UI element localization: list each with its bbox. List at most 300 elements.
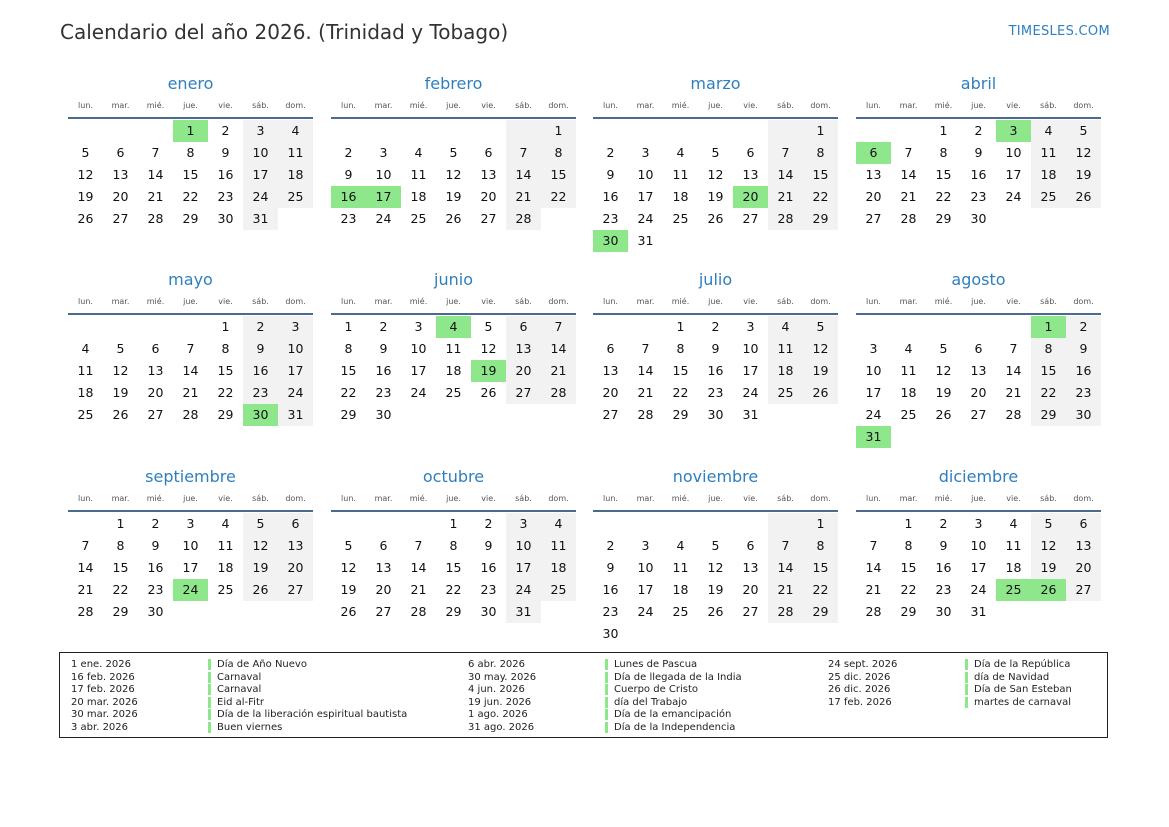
weekday-label: mar. — [899, 101, 918, 110]
day-cell: 21 — [637, 385, 654, 400]
day-cell: 11 — [672, 167, 689, 182]
legend-item — [468, 722, 742, 735]
day-cell: 6 — [506, 316, 541, 338]
legend-item — [468, 659, 742, 672]
weekday-label: dom. — [285, 297, 306, 306]
day-cell: 17 — [410, 363, 427, 378]
weekday-label: sáb. — [777, 494, 794, 503]
day-cell: 25 — [217, 582, 234, 597]
weekday-label: dom. — [810, 297, 831, 306]
empty-cell — [173, 316, 208, 338]
weekday-label: lun. — [78, 101, 93, 110]
day-cell: 18 — [672, 189, 689, 204]
day-cell: 7 — [506, 142, 541, 164]
day-cell: 30 — [707, 407, 724, 422]
day-cell: 29 — [803, 601, 838, 623]
day-cell: 20 — [375, 582, 392, 597]
weekday-label: sáb. — [777, 297, 794, 306]
day-cell: 23 — [340, 211, 357, 226]
weekday-label: mar. — [899, 297, 918, 306]
holiday-name: Día de San Esteban — [965, 684, 1072, 695]
weekday-label: mié. — [146, 297, 165, 306]
day-cell: 2 — [344, 145, 353, 160]
day-cell: 5 — [81, 145, 90, 160]
day-cell: 4 — [541, 513, 576, 535]
day-cell: 29 — [112, 604, 129, 619]
weekday-label: dom. — [548, 494, 569, 503]
day-cell: 1 — [939, 123, 948, 138]
day-cell: 18 — [77, 385, 94, 400]
day-cell: 9 — [379, 341, 388, 356]
day-cell: 19 — [707, 189, 724, 204]
day-cell: 15 — [217, 363, 234, 378]
day-cell: 24 — [1005, 189, 1022, 204]
day-cell: 9 — [711, 341, 720, 356]
day-cell: 12 — [935, 363, 952, 378]
holiday-date: 25 dic. 2026 — [828, 671, 891, 683]
day-cell: 17 — [637, 189, 654, 204]
day-cell: 17 — [970, 560, 987, 575]
day-grid — [331, 513, 576, 623]
empty-cell — [996, 316, 1031, 338]
day-cell: 4 — [768, 316, 803, 338]
day-cell: 2 — [1066, 316, 1101, 338]
empty-cell — [103, 316, 138, 338]
weekday-label: mar. — [636, 101, 655, 110]
day-cell: 5 — [484, 319, 493, 334]
day-cell: 27 — [742, 604, 759, 619]
day-cell: 11 — [217, 538, 234, 553]
day-cell: 10 — [506, 535, 541, 557]
weekday-header — [593, 492, 838, 506]
day-cell: 27 — [375, 604, 392, 619]
day-cell: 6 — [746, 538, 755, 553]
weekday-label: vie. — [218, 101, 233, 110]
day-cell: 27 — [480, 211, 497, 226]
day-cell: 21 — [147, 189, 164, 204]
day-cell: 4 — [278, 120, 313, 142]
holiday-date: 31 ago. 2026 — [468, 721, 535, 733]
day-cell: 31 — [970, 604, 987, 619]
day-cell: 19 — [243, 557, 278, 579]
weekday-header — [331, 492, 576, 506]
day-cell: 26 — [935, 407, 952, 422]
day-cell: 8 — [221, 341, 230, 356]
empty-cell — [331, 120, 366, 142]
day-cell: 16 — [147, 560, 164, 575]
weekday-label: mié. — [146, 494, 165, 503]
empty-cell — [856, 513, 891, 535]
day-cell: 12 — [77, 167, 94, 182]
day-cell: 13 — [865, 167, 882, 182]
weekday-label: vie. — [743, 297, 758, 306]
weekday-label: sáb. — [515, 494, 532, 503]
holiday-day-cell: 1 — [173, 120, 208, 142]
weekday-label: jue. — [971, 101, 986, 110]
day-cell: 2 — [939, 516, 948, 531]
page-title: Calendario del año 2026. (Trinidad y Tobago) — [60, 20, 509, 44]
empty-cell — [68, 120, 103, 142]
day-cell: 23 — [375, 385, 392, 400]
weekday-label: sáb. — [252, 101, 269, 110]
header-divider — [856, 510, 1101, 512]
day-cell: 8 — [116, 538, 125, 553]
day-cell: 17 — [278, 360, 313, 382]
day-cell: 6 — [746, 145, 755, 160]
weekday-label: jue. — [708, 297, 723, 306]
day-cell: 14 — [182, 363, 199, 378]
day-cell: 25 — [900, 407, 917, 422]
empty-cell — [366, 513, 401, 535]
day-cell: 10 — [410, 341, 427, 356]
day-cell: 7 — [81, 538, 90, 553]
empty-cell — [366, 120, 401, 142]
empty-cell — [891, 316, 926, 338]
day-cell: 23 — [1066, 382, 1101, 404]
day-cell: 19 — [935, 385, 952, 400]
day-cell: 27 — [602, 407, 619, 422]
weekday-label: mié. — [671, 297, 690, 306]
day-cell: 6 — [379, 538, 388, 553]
day-cell: 11 — [541, 535, 576, 557]
day-cell: 27 — [970, 407, 987, 422]
day-grid — [593, 513, 838, 645]
day-cell: 30 — [935, 604, 952, 619]
empty-cell — [401, 513, 436, 535]
weekday-label: mar. — [636, 494, 655, 503]
day-cell: 21 — [900, 189, 917, 204]
day-cell: 13 — [147, 363, 164, 378]
day-cell: 25 — [768, 382, 803, 404]
day-cell: 29 — [445, 604, 462, 619]
weekday-label: mié. — [934, 297, 953, 306]
day-cell: 11 — [768, 338, 803, 360]
weekday-label: jue. — [183, 494, 198, 503]
holiday-day-cell: 19 — [471, 360, 506, 382]
day-cell: 10 — [182, 538, 199, 553]
holiday-date: 26 dic. 2026 — [828, 684, 891, 696]
day-cell: 28 — [900, 211, 917, 226]
weekday-label: dom. — [1073, 297, 1094, 306]
holiday-name: Día de llegada de la India — [605, 672, 742, 683]
day-cell: 12 — [243, 535, 278, 557]
brand-link[interactable]: TIMESLES.COM — [1008, 24, 1110, 39]
day-cell: 14 — [147, 167, 164, 182]
holiday-name: Lunes de Pascua — [605, 659, 697, 670]
day-cell: 4 — [676, 538, 685, 553]
empty-cell — [103, 120, 138, 142]
day-cell: 27 — [742, 211, 759, 226]
empty-cell — [68, 513, 103, 535]
day-cell: 29 — [217, 407, 234, 422]
day-cell: 25 — [410, 211, 427, 226]
day-cell: 26 — [707, 211, 724, 226]
weekday-label: lun. — [603, 494, 618, 503]
day-cell: 28 — [147, 211, 164, 226]
weekday-label: lun. — [341, 494, 356, 503]
day-cell: 30 — [375, 407, 392, 422]
holiday-day-cell: 30 — [593, 230, 628, 252]
day-cell: 18 — [217, 560, 234, 575]
day-cell: 26 — [803, 382, 838, 404]
day-cell: 28 — [182, 407, 199, 422]
day-cell: 16 — [480, 560, 497, 575]
weekday-label: dom. — [810, 101, 831, 110]
day-cell: 3 — [278, 316, 313, 338]
weekday-label: mar. — [374, 297, 393, 306]
weekday-label: vie. — [481, 101, 496, 110]
day-cell: 30 — [602, 626, 619, 641]
day-cell: 6 — [484, 145, 493, 160]
weekday-label: jue. — [446, 297, 461, 306]
legend-column — [468, 659, 742, 735]
day-cell: 4 — [1031, 120, 1066, 142]
day-cell: 20 — [278, 557, 313, 579]
day-cell: 22 — [803, 186, 838, 208]
holiday-name: Día de Año Nuevo — [208, 659, 307, 670]
day-cell: 20 — [1066, 557, 1101, 579]
holiday-date: 30 may. 2026 — [468, 671, 537, 683]
day-cell: 9 — [151, 538, 160, 553]
weekday-label: dom. — [1073, 101, 1094, 110]
day-cell: 26 — [445, 211, 462, 226]
day-cell: 1 — [541, 120, 576, 142]
empty-cell — [856, 316, 891, 338]
day-cell: 18 — [1005, 560, 1022, 575]
month-enero — [68, 73, 313, 230]
day-cell: 17 — [506, 557, 541, 579]
day-cell: 10 — [1005, 145, 1022, 160]
day-cell: 2 — [711, 319, 720, 334]
weekday-label: lun. — [78, 297, 93, 306]
day-cell: 31 — [742, 407, 759, 422]
weekday-label: sáb. — [1040, 494, 1057, 503]
weekday-label: mié. — [934, 494, 953, 503]
empty-cell — [471, 120, 506, 142]
day-cell: 26 — [480, 385, 497, 400]
weekday-header — [856, 295, 1101, 309]
weekday-label: jue. — [971, 494, 986, 503]
day-cell: 5 — [243, 513, 278, 535]
empty-cell — [593, 316, 628, 338]
day-cell: 25 — [445, 385, 462, 400]
day-cell: 11 — [900, 363, 917, 378]
legend-item — [71, 672, 407, 685]
day-cell: 15 — [1031, 360, 1066, 382]
day-cell: 22 — [935, 189, 952, 204]
weekday-label: jue. — [446, 101, 461, 110]
day-cell: 1 — [803, 513, 838, 535]
day-cell: 20 — [970, 385, 987, 400]
month-name: septiembre — [145, 467, 236, 486]
day-cell: 12 — [340, 560, 357, 575]
day-cell: 7 — [904, 145, 913, 160]
day-cell: 9 — [939, 538, 948, 553]
weekday-label: sáb. — [1040, 101, 1057, 110]
day-cell: 9 — [974, 145, 983, 160]
empty-cell — [138, 120, 173, 142]
day-cell: 13 — [480, 167, 497, 182]
weekday-label: vie. — [218, 494, 233, 503]
day-cell: 21 — [541, 360, 576, 382]
day-cell: 31 — [637, 233, 654, 248]
day-cell: 24 — [637, 211, 654, 226]
empty-cell — [891, 120, 926, 142]
weekday-label: vie. — [743, 494, 758, 503]
weekday-label: mié. — [409, 494, 428, 503]
day-cell: 19 — [803, 360, 838, 382]
empty-cell — [138, 316, 173, 338]
day-cell: 29 — [340, 407, 357, 422]
day-cell: 31 — [506, 601, 541, 623]
day-cell: 30 — [480, 604, 497, 619]
weekday-label: vie. — [1006, 297, 1021, 306]
day-cell: 14 — [506, 164, 541, 186]
day-cell: 2 — [484, 516, 493, 531]
day-cell: 3 — [414, 319, 423, 334]
day-cell: 28 — [768, 208, 803, 230]
empty-cell — [768, 120, 803, 142]
empty-cell — [401, 120, 436, 142]
weekday-label: lun. — [341, 101, 356, 110]
day-cell: 22 — [445, 582, 462, 597]
holiday-name: Eid al-Fitr — [208, 697, 264, 708]
day-cell: 21 — [410, 582, 427, 597]
weekday-label: lun. — [866, 297, 881, 306]
legend-item — [828, 672, 1072, 685]
weekday-label: jue. — [446, 494, 461, 503]
day-cell: 3 — [641, 538, 650, 553]
day-cell: 12 — [1031, 535, 1066, 557]
day-cell: 8 — [939, 145, 948, 160]
day-cell: 13 — [112, 167, 129, 182]
day-grid — [331, 316, 576, 426]
holiday-name: Día de la emancipación — [605, 709, 731, 720]
day-cell: 4 — [221, 516, 230, 531]
day-cell: 27 — [1066, 579, 1101, 601]
day-cell: 11 — [1005, 538, 1022, 553]
day-cell: 20 — [112, 189, 129, 204]
day-cell: 21 — [1005, 385, 1022, 400]
day-cell: 8 — [803, 535, 838, 557]
day-cell: 13 — [278, 535, 313, 557]
day-cell: 9 — [221, 145, 230, 160]
month-name: julio — [698, 270, 733, 289]
day-cell: 23 — [935, 582, 952, 597]
holiday-date: 1 ene. 2026 — [71, 659, 131, 670]
holiday-day-cell: 31 — [856, 426, 891, 448]
holiday-day-cell: 30 — [243, 404, 278, 426]
day-cell: 9 — [606, 167, 615, 182]
holiday-date: 6 abr. 2026 — [468, 659, 526, 670]
empty-cell — [436, 120, 471, 142]
day-cell: 22 — [1031, 382, 1066, 404]
holiday-date: 4 jun. 2026 — [468, 684, 525, 696]
weekday-label: jue. — [183, 297, 198, 306]
weekday-label: mié. — [934, 101, 953, 110]
weekday-header — [68, 295, 313, 309]
weekday-label: lun. — [603, 297, 618, 306]
day-cell: 9 — [484, 538, 493, 553]
day-cell: 12 — [480, 341, 497, 356]
day-cell: 7 — [1009, 341, 1018, 356]
day-cell: 2 — [243, 316, 278, 338]
header-divider — [856, 313, 1101, 315]
day-cell: 3 — [869, 341, 878, 356]
day-cell: 24 — [637, 604, 654, 619]
month-junio — [331, 269, 576, 426]
day-cell: 3 — [641, 145, 650, 160]
empty-cell — [698, 513, 733, 535]
day-cell: 23 — [243, 382, 278, 404]
day-cell: 11 — [410, 167, 427, 182]
weekday-label: sáb. — [252, 494, 269, 503]
day-cell: 27 — [112, 211, 129, 226]
day-cell: 13 — [1066, 535, 1101, 557]
day-cell: 6 — [151, 341, 160, 356]
weekday-label: vie. — [743, 101, 758, 110]
day-cell: 19 — [1066, 164, 1101, 186]
weekday-header — [593, 99, 838, 113]
day-cell: 11 — [445, 341, 462, 356]
weekday-label: jue. — [708, 494, 723, 503]
day-cell: 22 — [182, 189, 199, 204]
day-cell: 7 — [151, 145, 160, 160]
day-cell: 28 — [1005, 407, 1022, 422]
weekday-label: vie. — [1006, 494, 1021, 503]
legend-item — [71, 684, 407, 697]
day-cell: 6 — [278, 513, 313, 535]
day-cell: 3 — [186, 516, 195, 531]
day-cell: 17 — [1005, 167, 1022, 182]
weekday-label: lun. — [866, 101, 881, 110]
day-cell: 19 — [340, 582, 357, 597]
weekday-label: dom. — [810, 494, 831, 503]
header-divider — [331, 117, 576, 119]
day-cell: 25 — [541, 579, 576, 601]
day-cell: 22 — [112, 582, 129, 597]
day-cell: 6 — [1066, 513, 1101, 535]
day-cell: 15 — [935, 167, 952, 182]
header-divider — [68, 510, 313, 512]
day-grid — [856, 316, 1101, 448]
weekday-header — [856, 99, 1101, 113]
empty-cell — [506, 120, 541, 142]
holiday-name: Día de la República — [965, 659, 1070, 670]
day-cell: 7 — [541, 316, 576, 338]
day-cell: 16 — [243, 360, 278, 382]
legend-item — [468, 672, 742, 685]
day-cell: 1 — [676, 319, 685, 334]
weekday-label: sáb. — [515, 297, 532, 306]
empty-cell — [856, 120, 891, 142]
weekday-label: sáb. — [252, 297, 269, 306]
month-name: febrero — [424, 74, 483, 93]
day-cell: 17 — [742, 363, 759, 378]
day-cell: 5 — [116, 341, 125, 356]
day-cell: 19 — [707, 582, 724, 597]
weekday-label: sáb. — [515, 101, 532, 110]
empty-cell — [628, 513, 663, 535]
weekday-label: mié. — [409, 101, 428, 110]
weekday-label: dom. — [285, 494, 306, 503]
weekday-label: mar. — [374, 494, 393, 503]
weekday-label: vie. — [1006, 101, 1021, 110]
day-cell: 23 — [217, 189, 234, 204]
legend-item — [828, 659, 1072, 672]
day-cell: 18 — [410, 189, 427, 204]
weekday-label: dom. — [285, 101, 306, 110]
